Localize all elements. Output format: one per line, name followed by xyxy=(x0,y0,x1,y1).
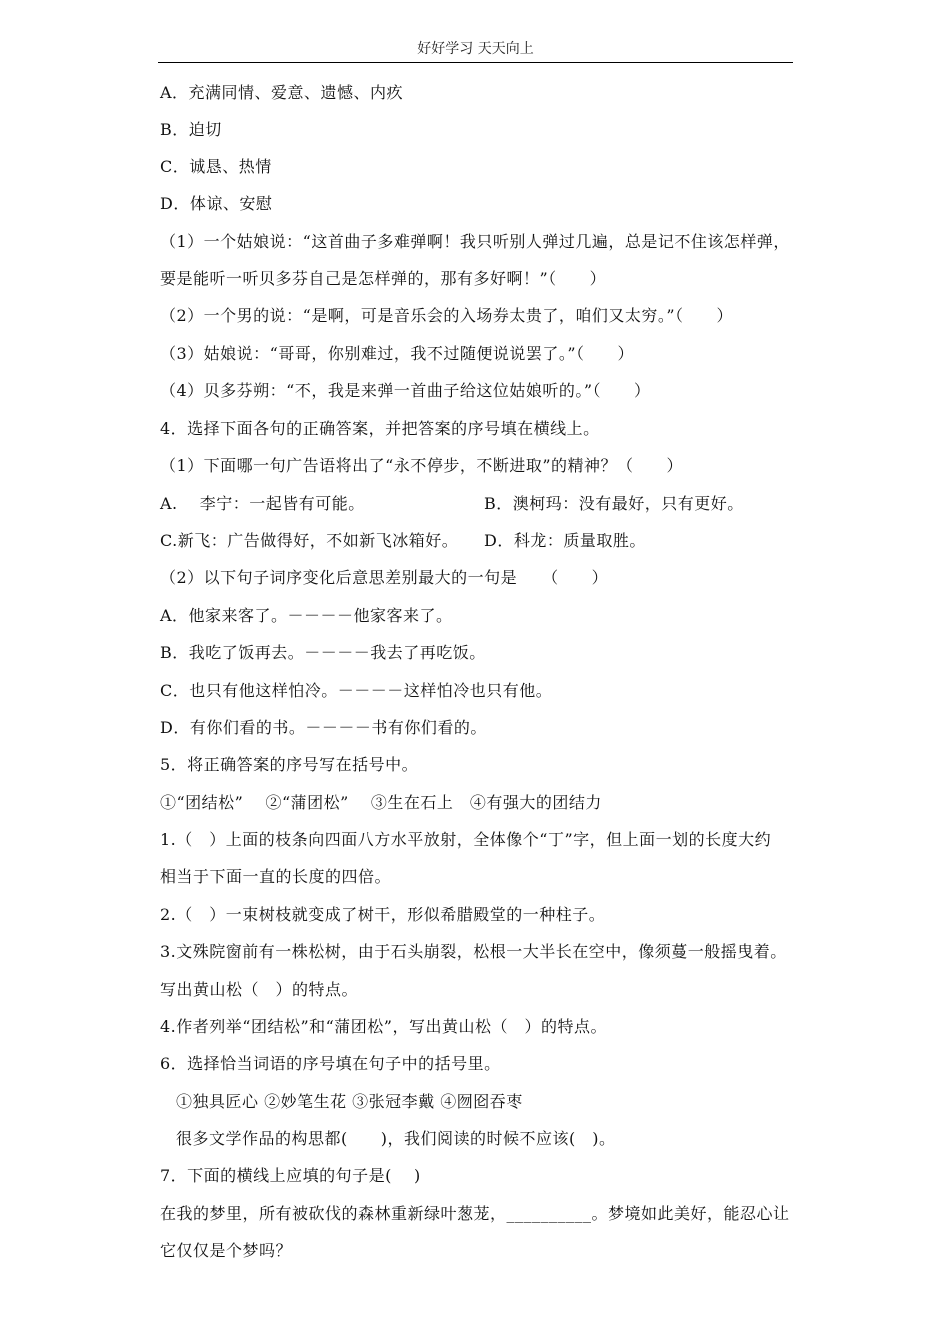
question-heading: 6．选择恰当词语的序号填在句子中的括号里。 xyxy=(160,1054,501,1073)
page-header: 好好学习 天天向上 xyxy=(158,38,793,63)
option-a: A. 李宁：一起皆有可能。 xyxy=(160,494,365,513)
option-d: D．科龙：质量取胜。 xyxy=(484,531,646,550)
text-line: （1）下面哪一句广告语将出了“永不停步，不断进取”的精神？（ ） xyxy=(160,456,684,475)
text-line: （2）以下句子词序变化后意思差别最大的一句是 （ ） xyxy=(160,568,609,587)
option-c: C.新飞：广告做得好，不如新飞冰箱好。 xyxy=(160,531,459,550)
question-heading: 7．下面的横线上应填的句子是( ) xyxy=(160,1166,421,1185)
text-line: A．他家来客了。－－－－他家客来了。 xyxy=(160,606,453,625)
option-b: B．澳柯玛：没有最好，只有更好。 xyxy=(484,494,744,513)
text-line: （1）一个姑娘说：“这首曲子多难弹啊！我只听别人弹过几遍，总是记不住该怎样弹， xyxy=(160,232,790,251)
text-line: （4）贝多芬朔：“不，我是来弹一首曲子给这位姑娘听的。”（ ） xyxy=(160,381,651,400)
text-line: A．充满同情、爱意、遗憾、内疚 xyxy=(160,83,404,102)
text-line: C．也只有他这样怕冷。－－－－这样怕冷也只有他。 xyxy=(160,681,553,700)
text-line: D．有你们看的书。－－－－书有你们看的。 xyxy=(160,718,487,737)
text-line: 写出黄山松（ ）的特点。 xyxy=(160,980,359,999)
question-heading: 5．将正确答案的序号写在括号中。 xyxy=(160,755,419,774)
text-line: （2）一个男的说：“是啊，可是音乐会的入场券太贵了，咱们又太穷。”（ ） xyxy=(160,306,734,325)
text-line: D．体谅、安慰 xyxy=(160,194,273,213)
text-line: 相当于下面一直的长度的四倍。 xyxy=(160,867,392,886)
text-line: 4.作者列举“团结松”和“蒲团松”，写出黄山松（ ）的特点。 xyxy=(160,1017,607,1036)
text-line: 3.文殊院窗前有一株松树，由于石头崩裂，松根一大半长在空中，像须蔓一般摇曳着。 xyxy=(160,942,787,961)
text-line: ①独具匠心 ②妙笔生花 ③张冠李戴 ④囫囵吞枣 xyxy=(176,1092,523,1111)
text-line: 很多文学作品的构思都( )，我们阅读的时候不应该( )。 xyxy=(176,1129,616,1148)
text-line: 2.（ ）一束树枝就变成了树干，形似希腊殿堂的一种柱子。 xyxy=(160,905,606,924)
text-line: 1.（ ）上面的枝条向四面八方水平放射，全体像个“丁”字，但上面一划的长度大约 xyxy=(160,830,772,849)
text-line: （3）姑娘说：“哥哥，你别难过，我不过随便说说罢了。”（ ） xyxy=(160,344,635,363)
text-line: ①“团结松” ②“蒲团松” ③生在石上 ④有强大的团结力 xyxy=(160,793,602,812)
text-line: B．我吃了饭再去。－－－－我去了再吃饭。 xyxy=(160,643,486,662)
text-line: 要是能听一听贝多芬自己是怎样弹的，那有多好啊！”（ ） xyxy=(160,269,607,288)
text-line: C．诚恳、热情 xyxy=(160,157,272,176)
text-line: 在我的梦里，所有被砍伐的森林重新绿叶葱茏，__________。梦境如此美好，能忍心让 xyxy=(160,1204,790,1223)
text-line: 它仅仅是个梦吗？ xyxy=(160,1241,293,1260)
text-line: B．迫切 xyxy=(160,120,222,139)
question-heading: 4．选择下面各句的正确答案，并把答案的序号填在横线上。 xyxy=(160,419,600,438)
